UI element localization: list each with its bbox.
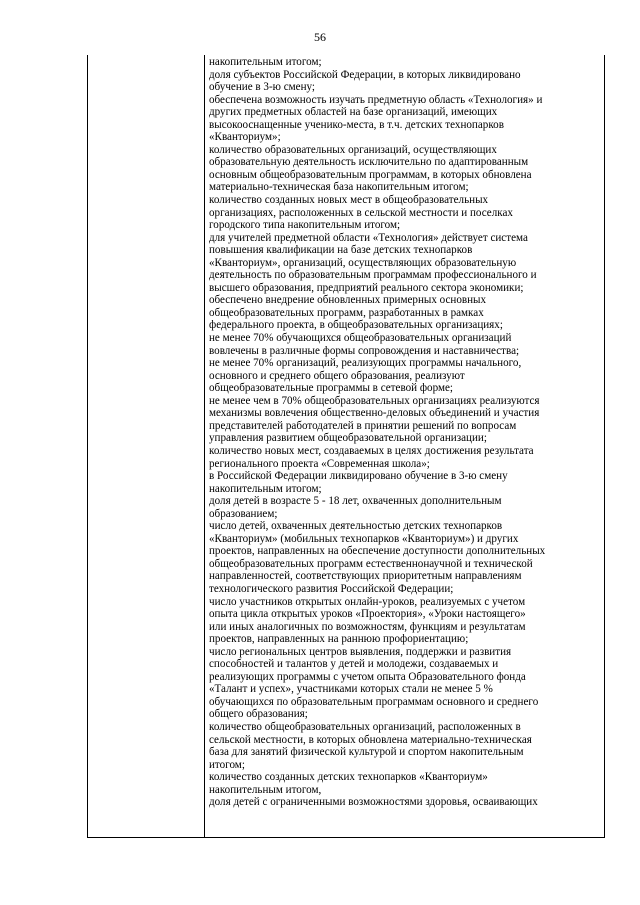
text-line: доля субъектов Российской Федерации, в которых ликвидировано (209, 68, 521, 81)
text-line: «Кванториум», организаций, осуществляющих образовательную (209, 256, 517, 269)
text-line: обучающихся по образовательным программам основного и среднего (209, 695, 539, 708)
document-table (87, 55, 605, 838)
text-line: направленностей, соответствующих приоритетным направлениям (209, 570, 522, 583)
text-line: проектов, направленных на обеспечение доступности дополнительных (209, 545, 546, 558)
text-line: технологического развития Российской Федерации; (209, 582, 454, 595)
text-line: общего образования; (209, 708, 308, 721)
text-line: механизмы вовлечения общественно-деловых объединений и участия (209, 407, 540, 420)
text-line: общеобразовательных программ естественнонаучной и технической (209, 557, 533, 570)
text-line: накопительным итогом; (209, 56, 322, 68)
text-line: образованием; (209, 507, 278, 520)
text-line: накопительным итогом, (209, 783, 322, 796)
text-line: в Российской Федерации ликвидировано обучение в 3-ю смену (209, 470, 508, 483)
text-line: не менее 70% организаций, реализующих программы начального, (209, 357, 522, 370)
text-line: повышения квалификации на базе детских технопарков (209, 244, 473, 257)
text-line: организациях, расположенных в сельской местности и поселках (209, 206, 513, 219)
text-line: обучение в 3-ю смену; (209, 81, 315, 94)
text-line: итогом; (209, 758, 245, 771)
text-line: количество созданных новых мест в общеобразовательных (209, 194, 489, 207)
text-line: количество новых мест, создаваемых в целях достижения результата (209, 444, 534, 457)
text-line: число участников открытых онлайн-уроков, реализуемых с учетом (209, 595, 526, 608)
text-line: «Кванториум» (мобильных технопарков «Кванториум») и других (209, 532, 519, 545)
table-text-cell (209, 56, 601, 809)
text-line: общеобразовательные программы в сетевой форме; (209, 382, 454, 395)
text-line: сельской местности, в которых обновлена материально-техническая (209, 733, 532, 746)
text-line: представителей работодателей в принятии решений по вопросам (209, 419, 517, 432)
text-line: основным общеобразовательным программам, в которых обновлена (209, 168, 532, 181)
text-line: количество образовательных организаций, осуществляющих (209, 143, 497, 156)
text-line: количество созданных детских технопарков «Кванториум» (209, 771, 488, 784)
text-line: для учителей предметной области «Технология» действует система (209, 231, 528, 244)
text-line: основного и среднего общего образования, реализуют (209, 369, 465, 382)
text-line: доля детей в возрасте 5 - 18 лет, охваченных дополнительным (209, 495, 502, 508)
text-line: опыта цикла открытых уроков «Проектория», «Уроки настоящего» (209, 608, 526, 621)
text-line: других предметных областей на базе организаций, имеющих (209, 106, 498, 119)
text-line: федерального проекта, в общеобразовательных организациях; (209, 319, 503, 332)
text-line: доля детей с ограниченными возможностями здоровья, осваивающих (209, 796, 538, 809)
text-line: регионального проекта «Современная школа»; (209, 457, 430, 470)
text-line: база для занятий физической культурой и спортом накопительным (209, 746, 524, 759)
text-line: число региональных центров выявления, поддержки и развития (209, 645, 512, 658)
text-line: не менее 70% обучающихся общеобразовательных организаций (209, 332, 512, 345)
text-line: реализующих программы с учетом опыта Образовательного фонда (209, 670, 526, 683)
text-line: вовлечены в различные формы сопровождения и наставничества; (209, 344, 520, 357)
text-line: проектов, направленных на раннюю профориентацию; (209, 633, 469, 646)
text-line: образовательную деятельность исключительно по адаптированным (209, 156, 529, 169)
text-line: «Талант и успех», участниками которых стали не менее 5 % (209, 683, 493, 696)
text-line: количество общеобразовательных организаций, расположенных в (209, 720, 521, 733)
text-line: или иных аналогичных по возможностям, функциям и результатам (209, 620, 526, 633)
text-line: «Кванториум»; (209, 131, 281, 144)
text-line: обеспечено внедрение обновленных примерных основных (209, 294, 487, 307)
text-line: высокооснащенные ученико-места, в т.ч. детских технопарков (209, 118, 504, 131)
text-line: высшего образования, предприятий реального сектора экономики; (209, 281, 524, 294)
text-line: городского типа накопительным итогом; (209, 219, 401, 232)
column-divider (204, 55, 205, 837)
text-line: материально-техническая база накопительным итогом; (209, 181, 469, 194)
text-line: не менее чем в 70% общеобразовательных организациях реализуются (209, 394, 540, 407)
text-line: способностей и талантов у детей и молодежи, создаваемых и (209, 658, 499, 671)
text-line: общеобразовательных программ, разработанных в рамках (209, 306, 484, 319)
text-line: деятельность по образовательным программам профессионального и (209, 269, 537, 282)
text-line: накопительным итогом; (209, 482, 322, 495)
text-line: число детей, охваченных деятельностью детских технопарков (209, 520, 503, 533)
page-number: 56 (314, 30, 326, 44)
text-line: обеспечена возможность изучать предметную область «Технология» и (209, 93, 543, 106)
text-line: управления развитием общеобразовательной организации; (209, 432, 487, 445)
